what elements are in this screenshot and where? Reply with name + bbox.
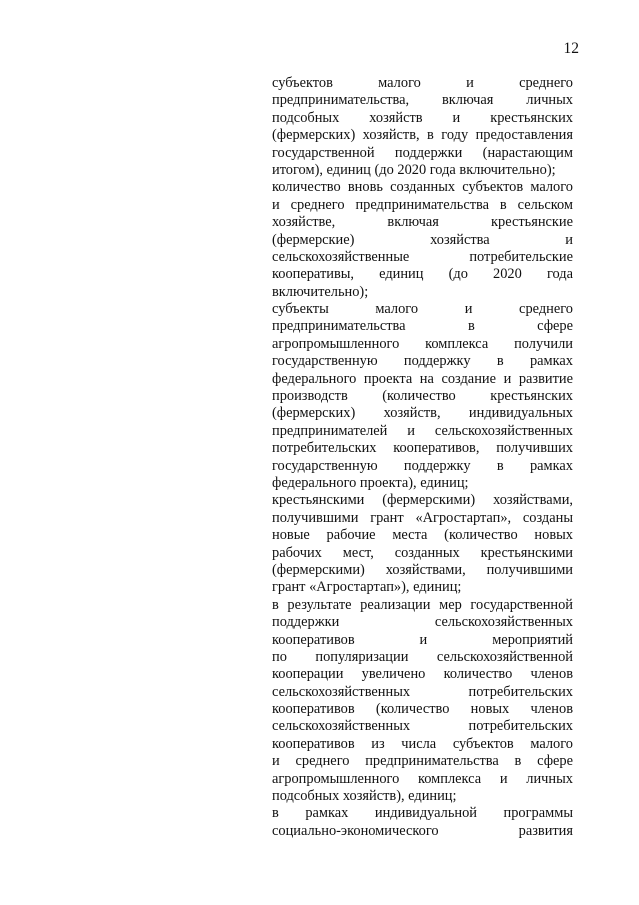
text-column: [272, 75, 573, 840]
text-line: поддержки сельскохозяйственных: [272, 614, 573, 631]
text-line: (фермерских) хозяйств, индивидуальных: [272, 405, 573, 422]
text-line: и среднего предпринимательства в сфере: [272, 753, 573, 770]
text-line: социально-экономического развития: [272, 822, 573, 839]
text-line: (фермерские) хозяйства и: [272, 231, 573, 248]
text-line: подсобных хозяйств и крестьянских: [272, 109, 573, 126]
text-line: (фермерскими) хозяйствами, получившими: [272, 561, 573, 578]
text-line: федерального проекта), единиц;: [272, 474, 469, 491]
text-line: предпринимательства, включая личных: [272, 92, 573, 109]
text-line: потребительских кооперативов, получивших: [272, 440, 573, 457]
text-line: (фермерских) хозяйств, в году предоставления: [272, 127, 573, 144]
text-line: субъекты малого и среднего: [272, 301, 573, 318]
text-line: рабочих мест, созданных крестьянскими: [272, 544, 573, 561]
text-line: грант «Агростартап»), единиц;: [272, 579, 462, 596]
text-line: субъектов малого и среднего: [272, 75, 573, 91]
text-line: сельскохозяйственных потребительских: [272, 718, 573, 735]
text-line: государственную поддержку в рамках: [272, 457, 573, 474]
text-line: подсобных хозяйств), единиц;: [272, 788, 457, 805]
text-line: государственную поддержку в рамках: [272, 353, 573, 370]
text-line: кооперативов и мероприятий: [272, 631, 573, 648]
text-line: предпринимателей и сельскохозяйственных: [272, 422, 573, 439]
text-line: хозяйстве, включая крестьянские: [272, 214, 573, 231]
page-number: 12: [563, 40, 579, 57]
text-line: федерального проекта на создание и развитие: [272, 370, 573, 387]
text-line: кооперативы, единиц (до 2020 года: [272, 266, 573, 283]
text-line: кооперативов (количество новых членов: [272, 701, 573, 718]
text-line: включительно);: [272, 283, 369, 300]
text-line: в результате реализации мер государственной: [272, 596, 573, 613]
text-line: количество вновь созданных субъектов малого: [272, 179, 573, 196]
text-line: производств (количество крестьянских: [272, 388, 573, 405]
text-line: сельскохозяйственных потребительских: [272, 683, 573, 700]
text-line: государственной поддержки (нарастающим: [272, 144, 573, 161]
text-line: агропромышленного комплекса получили: [272, 335, 573, 352]
text-line: предпринимательства в сфере: [272, 318, 573, 335]
text-line: новые рабочие места (количество новых: [272, 527, 573, 544]
text-line: агропромышленного комплекса и личных: [272, 770, 573, 787]
text-line: получившими грант «Агростартап», созданы: [272, 509, 573, 526]
text-line: итогом), единиц (до 2020 года включительно);: [272, 161, 556, 178]
text-line: и среднего предпринимательства в сельском: [272, 196, 573, 213]
text-line: кооперативов из числа субъектов малого: [272, 735, 573, 752]
text-line: крестьянскими (фермерскими) хозяйствами,: [272, 492, 573, 509]
text-line: сельскохозяйственные потребительские: [272, 248, 573, 265]
text-line: кооперации увеличено количество членов: [272, 666, 573, 683]
text-line: в рамках индивидуальной программы: [272, 805, 573, 822]
text-line: по популяризации сельскохозяйственной: [272, 648, 573, 665]
